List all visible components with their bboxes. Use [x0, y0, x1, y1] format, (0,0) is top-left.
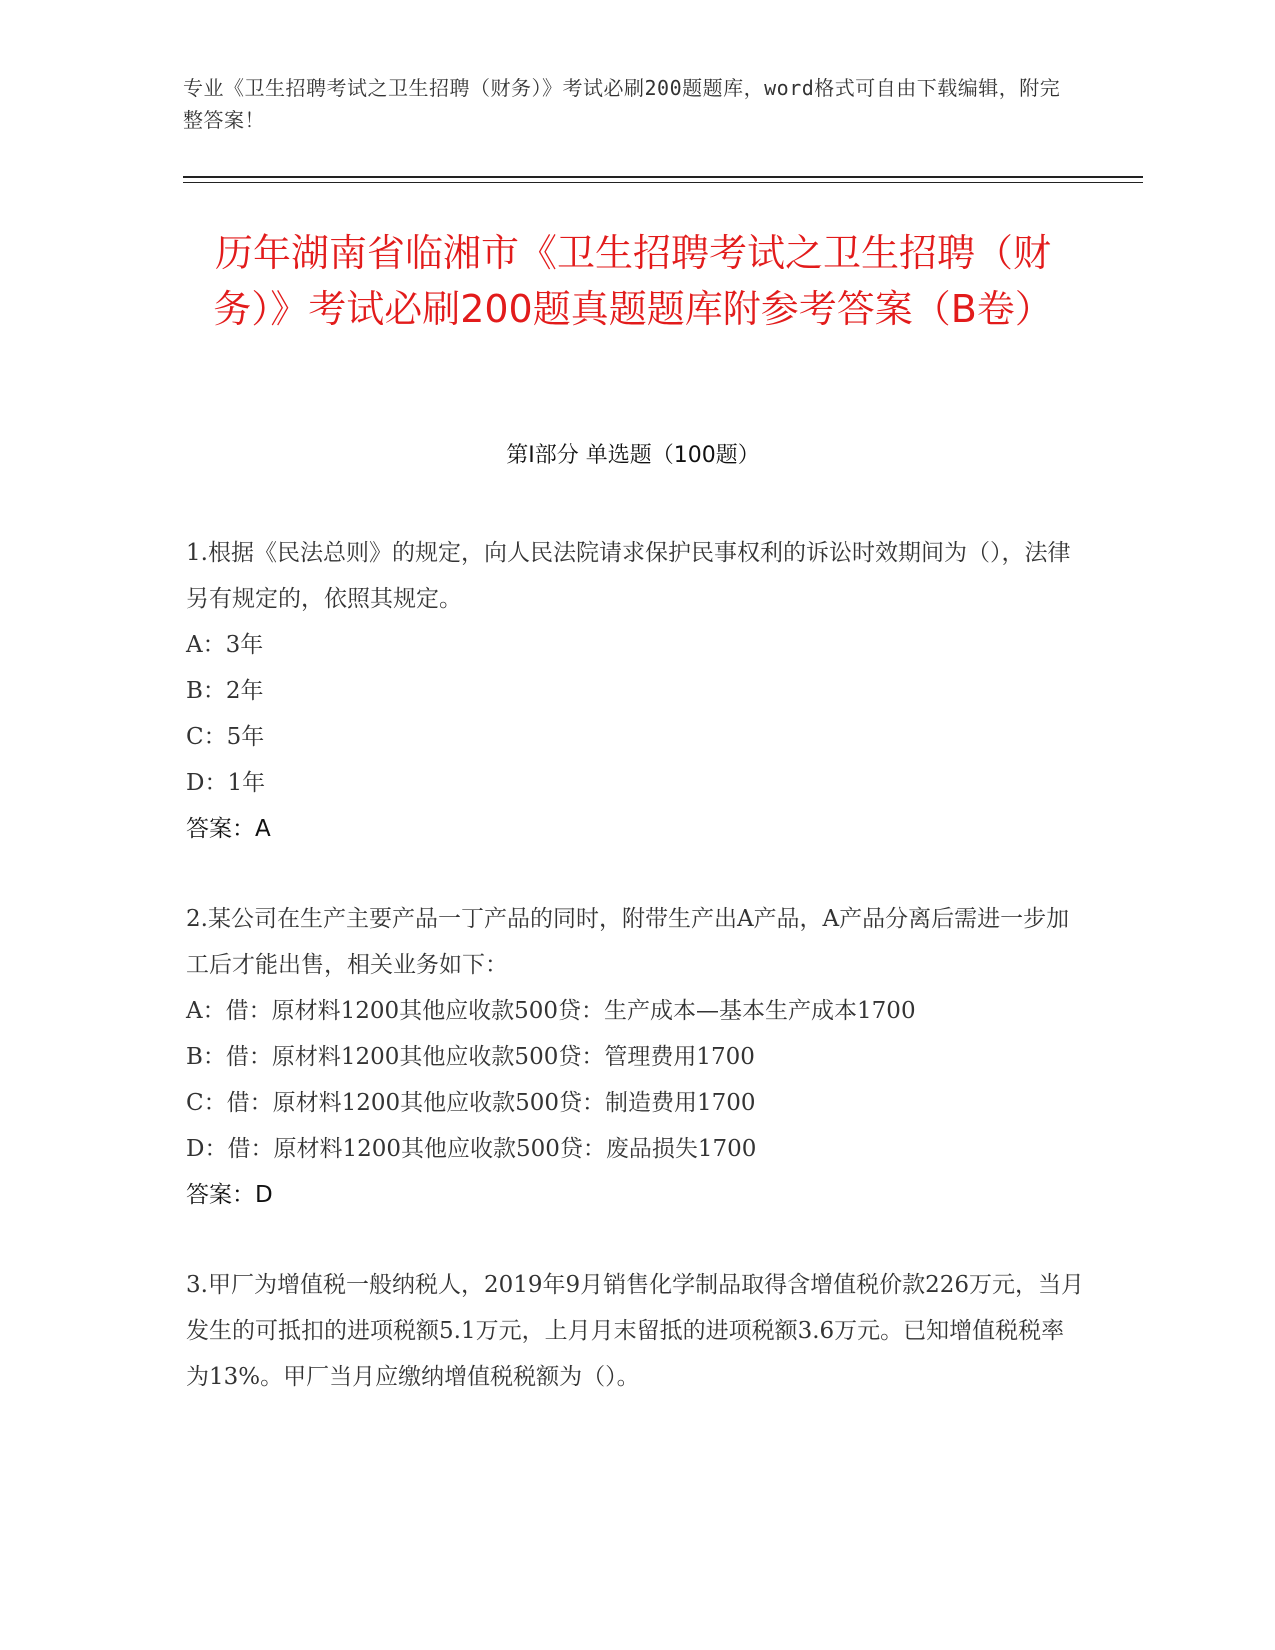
- option-a: A：借：原材料1200其他应收款500贷：生产成本—基本生产成本1700: [186, 998, 916, 1024]
- question-stem: 1.根据《民法总则》的规定，向人民法院请求保护民事权利的诉讼时效期间为（），法律另有规定的，依照其规定。: [186, 540, 1071, 612]
- answer: 答案：A: [186, 816, 271, 842]
- option-b: B：2年: [186, 678, 264, 704]
- header-divider: [183, 176, 1143, 178]
- option-c: C：5年: [186, 724, 265, 750]
- option-b: B：借：原材料1200其他应收款500贷：管理费用1700: [186, 1044, 755, 1070]
- header-divider-thin: [183, 182, 1143, 183]
- option-d: D：借：原材料1200其他应收款500贷：废品损失1700: [186, 1136, 757, 1162]
- option-c: C：借：原材料1200其他应收款500贷：制造费用1700: [186, 1090, 756, 1116]
- section-heading: 第Ⅰ部分 单选题（100题）: [506, 443, 760, 468]
- question-stem: 3.甲厂为增值税一般纳税人，2019年9月销售化学制品取得含增值税价款226万元，当月发生的可抵扣的进项税额5.1万元，上月月末留抵的进项税额3.6万元。已知增值税税率为13%。甲厂当月应缴纳增值税税额为（）。: [186, 1272, 1085, 1390]
- document-title: 历年湖南省临湘市《卫生招聘考试之卫生招聘（财务）》考试必刷200题真题题库附参考答案（B卷）: [213, 231, 1053, 331]
- question-2: [186, 896, 1086, 1218]
- question-list: [186, 530, 1086, 1444]
- option-d: D：1年: [186, 770, 266, 796]
- answer: 答案：D: [186, 1182, 273, 1208]
- option-a: A：3年: [186, 632, 264, 658]
- question-1: [186, 530, 1086, 852]
- question-3: [186, 1262, 1086, 1400]
- header-note: 专业《卫生招聘考试之卫生招聘（财务）》考试必刷200题题库，word格式可自由下载编辑，附完整答案！: [183, 76, 1061, 132]
- question-stem: 2.某公司在生产主要产品一丁产品的同时，附带生产出A产品，A产品分离后需进一步加工后才能出售，相关业务如下：: [186, 906, 1070, 978]
